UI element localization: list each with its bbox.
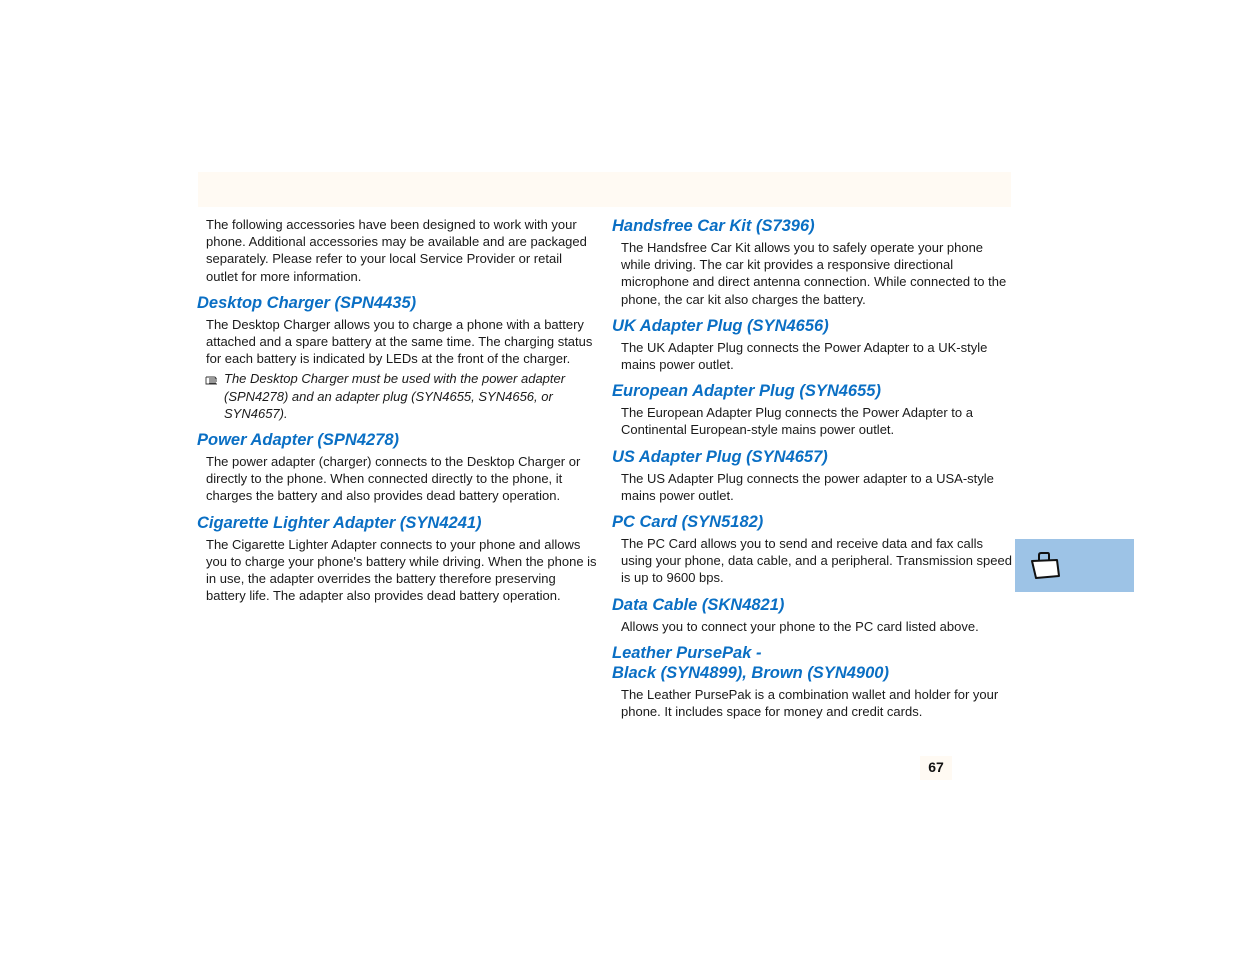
european-adapter-plug-text: The European Adapter Plug connects the Power Adapter to a Continental European-style mains power outlet.	[621, 405, 973, 438]
desktop-charger-note	[224, 370, 597, 422]
left-column	[197, 216, 597, 604]
pc-card-text: The PC Card allows you to send and receive data and fax calls using your phone, data cable, and a peripheral. Transmission speed is up to 9600 bps.	[621, 536, 1012, 586]
heading-leather-pursepak	[612, 643, 1012, 683]
heading-handsfree-car-kit: Handsfree Car Kit (S7396)	[612, 217, 815, 235]
handsfree-car-kit-text: The Handsfree Car Kit allows you to safely operate your phone while driving. The car kit provides a responsive directional microphone and direct antenna connection. While connected to the phone, the car kit also charges the battery.	[621, 240, 1007, 307]
power-adapter-text: The power adapter (charger) connects to the Desktop Charger or directly to the phone. When connected directly to the phone, it charges the battery and also provides dead battery operation.	[206, 454, 581, 504]
header-band	[198, 172, 1011, 207]
heading-leather-pursepak-line2: Black (SYN4899), Brown (SYN4900)	[612, 663, 889, 682]
briefcase-icon	[1028, 551, 1062, 581]
data-cable-text: Allows you to connect your phone to the PC card listed above.	[621, 618, 979, 634]
heading-pc-card: PC Card (SYN5182)	[612, 513, 764, 532]
heading-uk-adapter-plug: UK Adapter Plug (SYN4656)	[612, 316, 829, 335]
heading-power-adapter: Power Adapter (SPN4278)	[197, 431, 400, 450]
page-number: 67	[920, 756, 952, 780]
right-column	[612, 216, 1012, 720]
uk-adapter-plug-text: The UK Adapter Plug connects the Power Adapter to a UK-style mains power outlet.	[621, 339, 988, 373]
desktop-charger-text: The Desktop Charger allows you to charge a phone with a battery attached and a spare battery at the same time. The charging status for each battery is indicated by LEDs at the front of the charger.	[206, 316, 593, 367]
cigarette-lighter-adapter-text: The Cigarette Lighter Adapter connects to your phone and allows you to charge your phone's battery while driving. When the phone is in use, the adapter overrides the battery therefore preserving battery life. The adapter also provides dead battery operation.	[206, 536, 597, 604]
intro-text: The following accessories have been designed to work with your phone. Additional accessories may be available and are packaged separately. Please refer to your local Service Provider or retail outlet for more information.	[206, 217, 587, 284]
chapter-tab	[1015, 539, 1134, 592]
heading-us-adapter-plug: US Adapter Plug (SYN4657)	[612, 447, 828, 466]
heading-european-adapter-plug: European Adapter Plug (SYN4655)	[612, 382, 881, 401]
leather-pursepak-text: The Leather PursePak is a combination wallet and holder for your phone. It includes space for money and credit cards.	[621, 686, 999, 720]
heading-cigarette-lighter-adapter: Cigarette Lighter Adapter (SYN4241)	[197, 513, 482, 532]
heading-desktop-charger: Desktop Charger (SPN4435)	[197, 293, 417, 312]
heading-leather-pursepak-line1: Leather PursePak -	[612, 643, 762, 662]
note-text: The Desktop Charger must be used with the power adapter (SPN4278) and an adapter plug (SYN4655, SYN4656, or SYN4657).	[224, 371, 566, 421]
pointing-hand-icon	[205, 373, 221, 385]
heading-data-cable: Data Cable (SKN4821)	[612, 595, 785, 614]
us-adapter-plug-text: The US Adapter Plug connects the power adapter to a USA-style mains power outlet.	[621, 470, 994, 503]
